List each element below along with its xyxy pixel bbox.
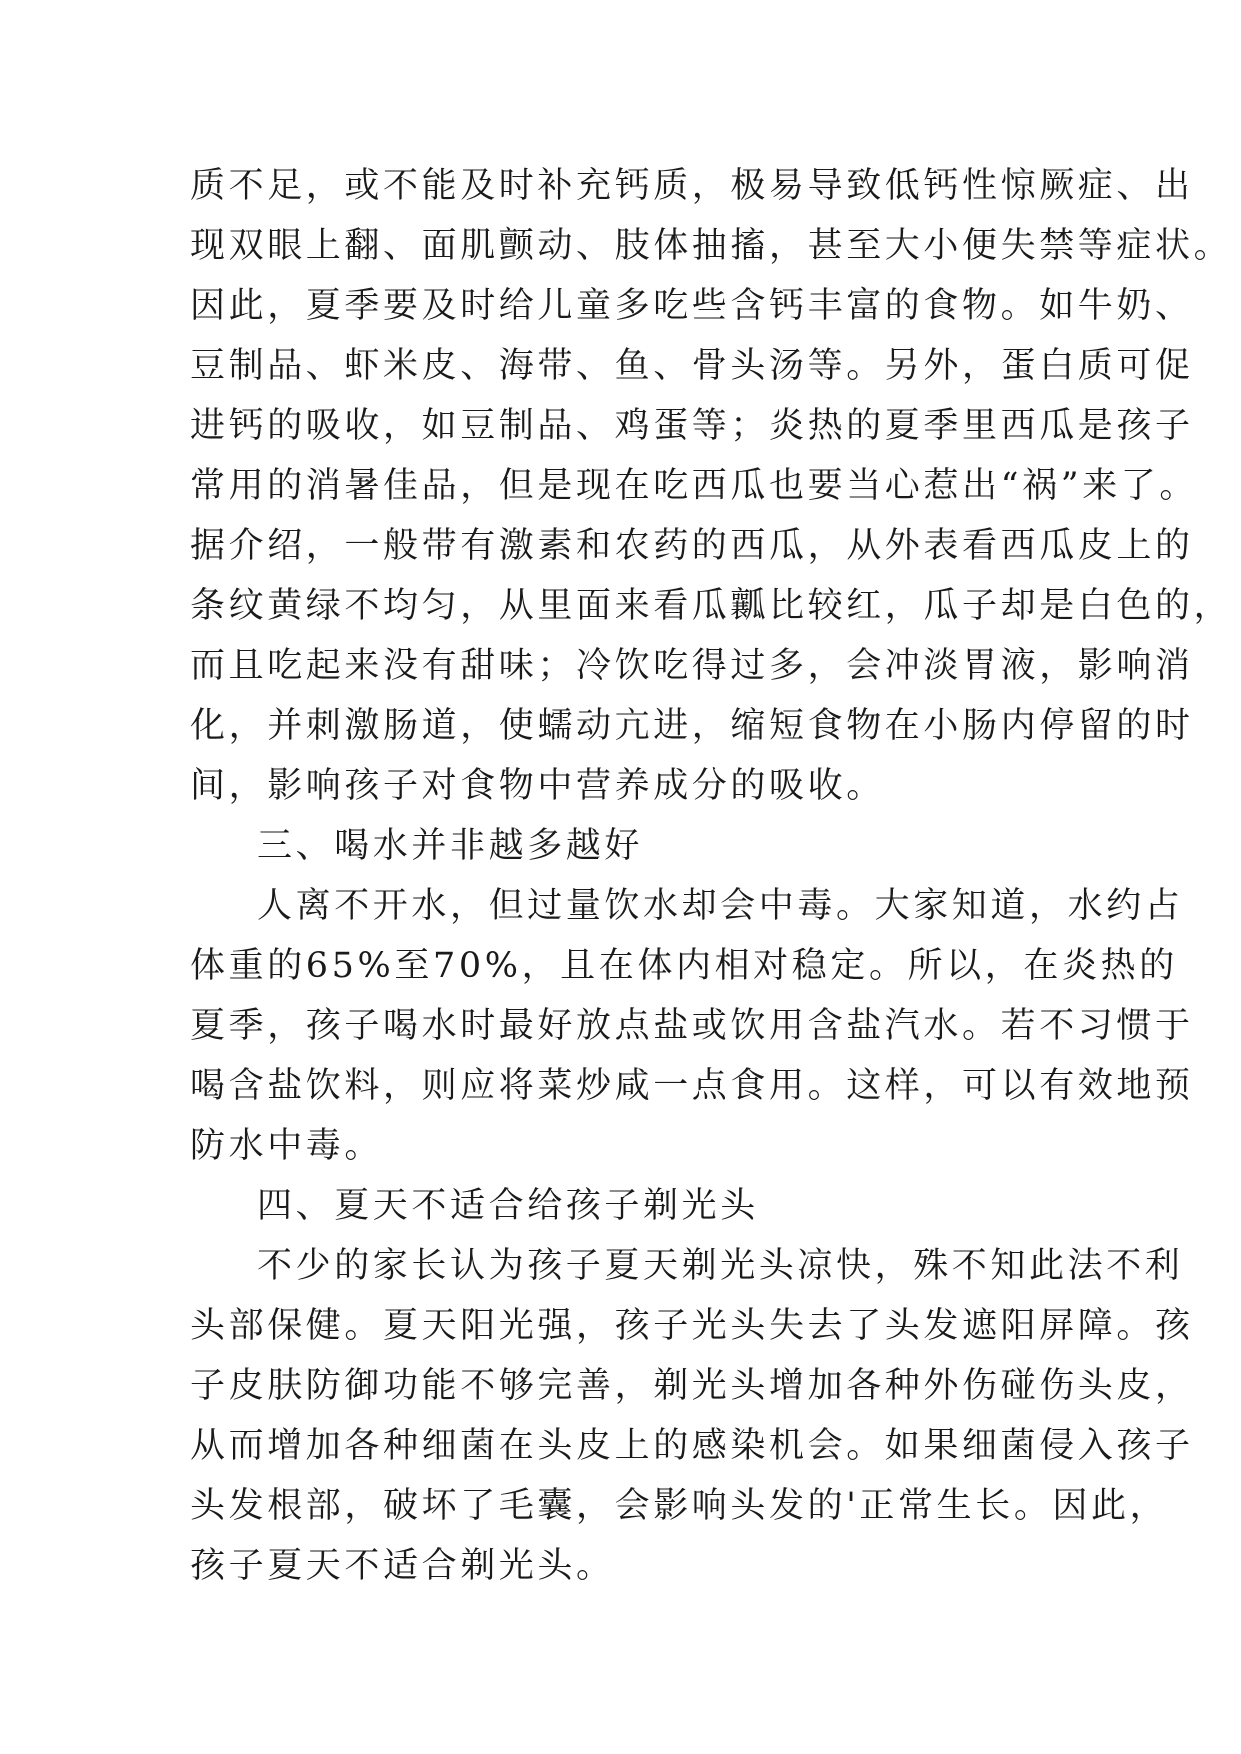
body-text-line: 夏季，孩子喝水时最好放点盐或饮用含盐汽水。若不习惯于 xyxy=(190,1006,1194,1046)
body-text-line: 而且吃起来没有甜味；冷饮吃得过多，会冲淡胃液，影响消 xyxy=(190,646,1194,686)
body-text-line: 豆制品、虾米皮、海带、鱼、骨头汤等。另外，蛋白质可促 xyxy=(190,346,1194,386)
body-text-line: 喝含盐饮料，则应将菜炒咸一点食用。这样，可以有效地预 xyxy=(190,1066,1194,1106)
body-text-line: 头发根部，破坏了毛囊，会影响头发的'正常生长。因此， xyxy=(190,1486,1169,1526)
body-text-line: 化，并刺激肠道，使蠕动亢进，缩短食物在小肠内停留的时 xyxy=(190,706,1194,746)
body-text-line: 从而增加各种细菌在头皮上的感染机会。如果细菌侵入孩子 xyxy=(190,1426,1194,1466)
body-text-line: 进钙的吸收，如豆制品、鸡蛋等；炎热的夏季里西瓜是孩子 xyxy=(190,406,1194,446)
body-text-line: 因此，夏季要及时给儿童多吃些含钙丰富的食物。如牛奶、 xyxy=(190,286,1194,326)
body-text-line: 孩子夏天不适合剃光头。 xyxy=(190,1546,615,1586)
body-text-line: 头部保健。夏天阳光强，孩子光头失去了头发遮阳屏障。孩 xyxy=(190,1306,1194,1346)
body-text-line: 条纹黄绿不均匀，从里面来看瓜瓤比较红，瓜子却是白色的， xyxy=(190,586,1233,626)
body-text-line: 质不足，或不能及时补充钙质，极易导致低钙性惊厥症、出 xyxy=(190,166,1194,206)
body-text-line: 不少的家长认为孩子夏天剃光头凉快，殊不知此法不利 xyxy=(257,1246,1184,1286)
body-text-line: 现双眼上翻、面肌颤动、肢体抽搐，甚至大小便失禁等症状。 xyxy=(190,226,1233,266)
body-text-line: 间，影响孩子对食物中营养成分的吸收。 xyxy=(190,766,885,806)
section-heading: 四、夏天不适合给孩子剃光头 xyxy=(257,1186,759,1226)
section-heading: 三、喝水并非越多越好 xyxy=(257,826,644,866)
body-text-line: 常用的消暑佳品，但是现在吃西瓜也要当心惹出“祸”来了。 xyxy=(190,466,1198,506)
body-text-line: 据介绍，一般带有激素和农药的西瓜，从外表看西瓜皮上的 xyxy=(190,526,1194,566)
body-text-line: 体重的65%至70%，且在体内相对稳定。所以，在炎热的 xyxy=(190,946,1178,986)
body-text-line: 人离不开水，但过量饮水却会中毒。大家知道，水约占 xyxy=(257,886,1184,926)
body-text-line: 子皮肤防御功能不够完善，剃光头增加各种外伤碰伤头皮， xyxy=(190,1366,1194,1406)
body-text-line: 防水中毒。 xyxy=(190,1126,384,1166)
